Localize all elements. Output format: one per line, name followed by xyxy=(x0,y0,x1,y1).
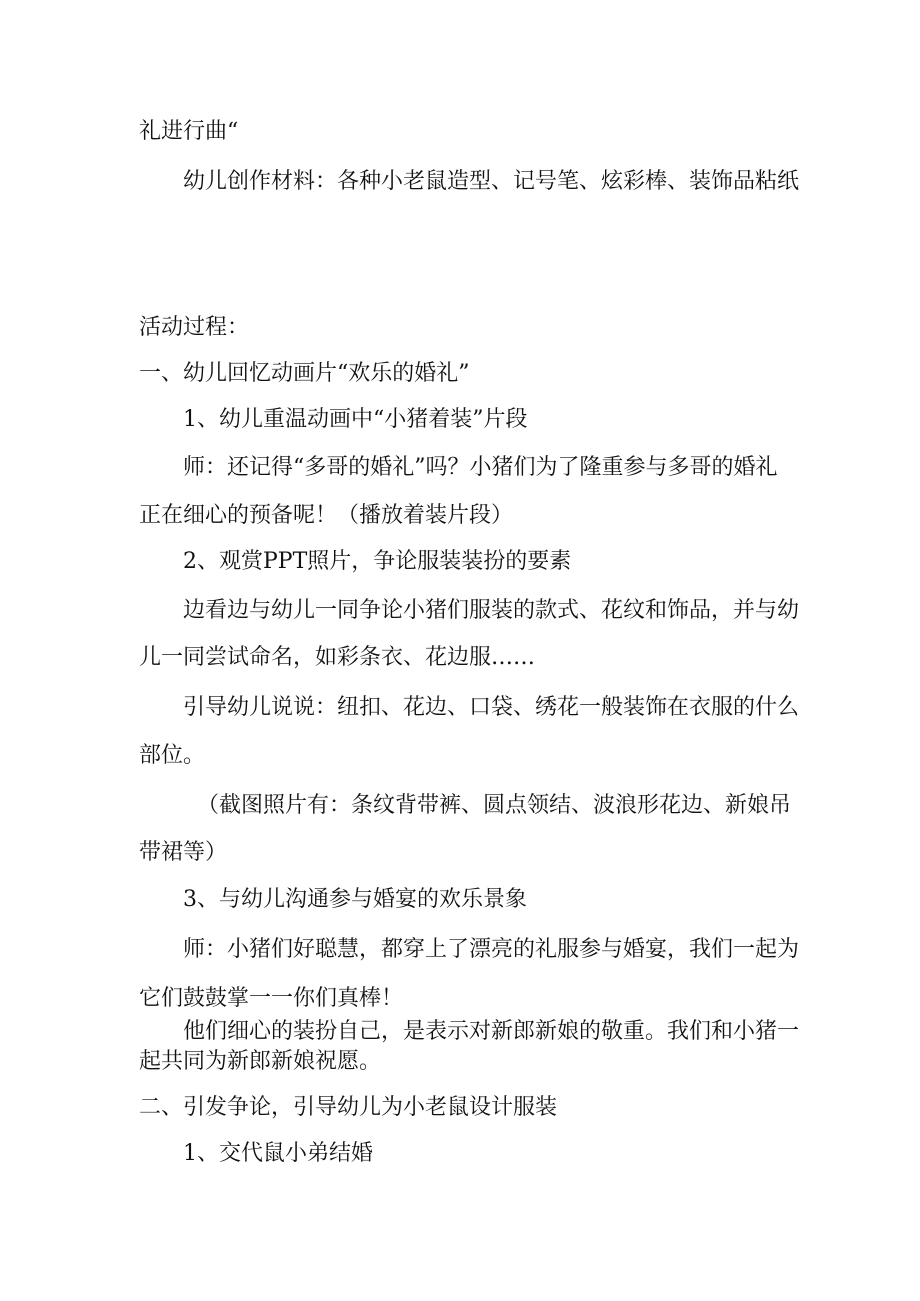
text-line: 边看边与幼儿一同争论小猪们服装的款式、花纹和饰品，并与幼 xyxy=(183,598,800,623)
sub-heading: 1、交代鼠小弟结婚 xyxy=(183,1141,373,1166)
text-line: 正在细心的预备呢！（播放着装片段） xyxy=(139,503,514,528)
text-line: 他们细心的装扮自己，是表示对新郎新娘的敬重。我们和小猪一 xyxy=(183,1019,800,1044)
section-heading: 活动过程： xyxy=(139,315,250,340)
text-line: 师：还记得“多哥的婚礼”吗？小猪们为了隆重参与多哥的婚礼 xyxy=(183,455,778,480)
text-line: 带裙等） xyxy=(139,840,228,865)
text-line: 它们鼓鼓掌一一你们真棒！ xyxy=(139,986,404,1011)
section-heading: 二、引发争论，引导幼儿为小老鼠设计服装 xyxy=(139,1095,558,1120)
section-heading: 一、幼儿回忆动画片“欢乐的婚礼” xyxy=(139,361,470,386)
sub-heading: 3、与幼儿沟通参与婚宴的欢乐景象 xyxy=(183,887,527,912)
text-line: 礼进行曲“ xyxy=(139,119,239,144)
text-line: 儿一同尝试命名，如彩条衣、花边服…… xyxy=(139,645,536,670)
sub-heading: 2、观赏PPT照片，争论服装装扮的要素 xyxy=(183,549,572,574)
text-line: 幼儿创作材料：各种小老鼠造型、记号笔、炫彩棒、装饰品粘纸 xyxy=(183,169,800,194)
text-line: 引导幼儿说说：纽扣、花边、口袋、绣花一般装饰在衣服的什么 xyxy=(183,695,800,720)
text-line: 部位。 xyxy=(139,743,206,768)
text-line: 师：小猪们好聪慧，都穿上了漂亮的礼服参与婚宴，我们一起为 xyxy=(183,937,800,962)
sub-heading: 1、幼儿重温动画中“小猪着装”片段 xyxy=(183,407,528,432)
text-line: （截图照片有：条纹背带裤、圆点领结、波浪形花边、新娘吊 xyxy=(197,793,792,818)
text-line: 起共同为新郎新娘祝愿。 xyxy=(139,1049,382,1074)
